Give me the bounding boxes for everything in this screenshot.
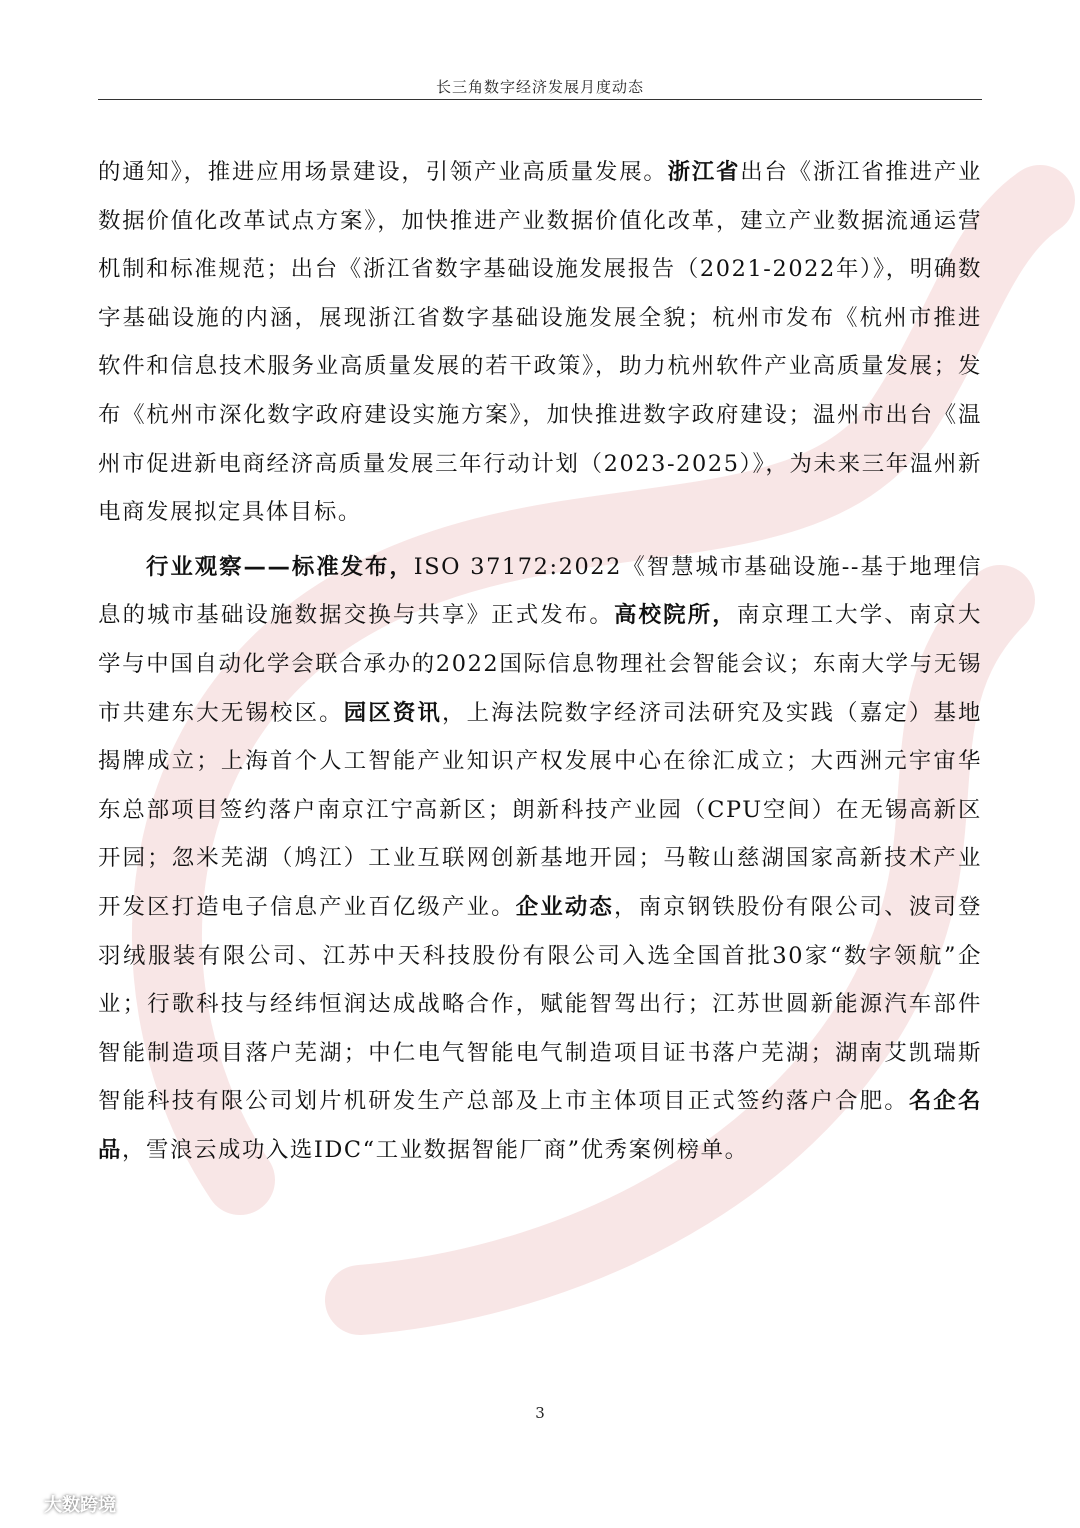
paragraph-text: ISO 37172:2022《智慧城市基础设施--基于地理信息的城市基础设施数据交换与共享》正式发布。 [98,553,982,629]
paragraph-text: ，南京钢铁股份有限公司、波司登羽绒服装有限公司、江苏中天科技股份有限公司入选全国首批30家“数字领航”企业；行歌科技与经纬恒润达成战略合作，赋能智驾出行；江苏世圆新能源汽车部件智能制造项目落户芜湖；中仁电气智能电气制造项目证书落户芜湖；湖南艾凯瑞斯智能科技有限公司划片机研发生产总部及上市主体项目正式签约落户合肥。 [98,893,983,1115]
paragraph-text: 的通知》，推进应用场景建设，引领产业高质量发展。 [98,159,668,185]
running-header: 长三角数字经济发展月度动态 [435,78,644,96]
brand-watermark [10,1490,116,1518]
paragraph-policy [98,148,982,537]
bold-heading-zhejiang: 浙江省 [667,159,741,185]
paragraph-industry [98,543,982,1175]
page-number: 3 [535,1404,545,1422]
paragraph-text: 出台《浙江省推进产业数据价值化改革试点方案》，加快推进产业数据价值化改革，建立产业数据流通运营机制和标准规范；出台《浙江省数字基础设施发展报告（2021-2022年）》，明确数字基础设施的内涵，展现浙江省数字基础设施发展全貌；杭州市发布《杭州市推进软件和信息技术服务业高质量发展的若干政策》，助力杭州软件产业高质量发展；发布《杭州市深化数字政府建设实施方案》，加快推进数字政府建设；温州市出台《温州市促进新电商经济高质量发展三年行动计划（2023-2025）》，为未来三年温州新电商发展拟定具体目标。 [98,159,983,526]
bold-heading-universities: 高校院所， [614,602,737,629]
weibo-logo-icon [10,1492,40,1516]
paragraph-text: 南京理工大学、南京大学与中国自动化学会联合承办的2022国际信息物理社会智能会议；东南大学与无锡市共建东大无锡校区。 [98,602,982,726]
bold-heading-brands: 名企名品 [98,1088,982,1163]
document-body [98,148,982,1174]
bold-heading-parks: 园区资讯 [343,699,443,726]
bold-heading-industry-observation: 行业观察——标准发布， [146,553,414,580]
paragraph-text: ，雪浪云成功入选IDC“工业数据智能厂商”优秀案例榜单。 [122,1136,749,1163]
bold-heading-enterprises: 企业动态 [515,893,615,920]
brand-label: 大数跨境 [44,1495,116,1516]
paragraph-text: ，上海法院数字经济司法研究及实践（嘉定）基地揭牌成立；上海首个人工智能产业知识产权发展中心在徐汇成立；大西洲元宇宙华东总部项目签约落户南京江宁高新区；朗新科技产业园（CPU空间）在无锡高新区开园；忽米芜湖（鸠江）工业互联网创新基地开园；马鞍山慈湖国家高新技术产业开发区打造电子信息产业百亿级产业。 [98,699,983,920]
header-divider [98,99,982,100]
